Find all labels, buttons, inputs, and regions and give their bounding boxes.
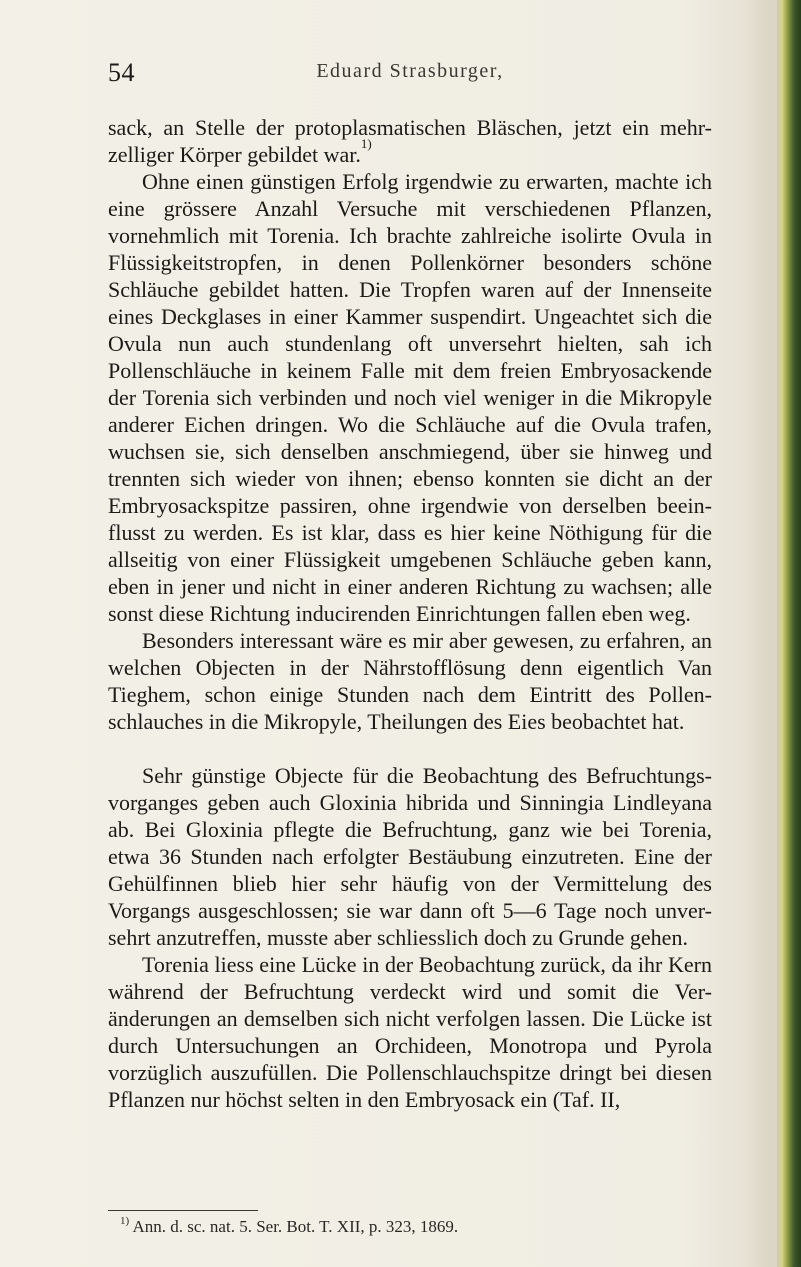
- footnote-reference: 1): [360, 136, 372, 151]
- paragraph: [108, 114, 712, 168]
- footnote-marker: 1): [120, 1215, 130, 1227]
- book-binding-edge: [777, 0, 801, 1267]
- running-head: Eduard Strasburger,: [316, 60, 504, 82]
- paragraph: Ohne einen günstigen Erfolg irgendwie zu erwarten, machte ich eine grössere Anzahl Versuche mit verschiedenen Pflanzen, vornehmlich mit Torenia. Ich brachte zahlreiche isolirte Ovula in Flüssigkeitstropfen, in denen Pollenkörner besonders schöne Schläuche gebildet hatten. Die Tropfen waren auf der Innenseite eines Deckglases in einer Kammer suspendirt. Ungeachtet sich die Ovula nun auch stundenlang oft unversehrt hielten, sah ich Pollenschläuche in keinem Falle mit dem freien Embryosackende der Torenia sich verbinden und noch viel weniger in die Mikropyle anderer Eichen dringen. Wo die Schläuche auf die Ovula trafen, wuchsen sie, sich denselben anschmiegend, über sie hinweg und trennten sich wieder von ihnen; ebenso konnten sie dicht an der Embryosackspitze passiren, ohne irgendwie von derselben beein-flusst zu werden. Es ist klar, dass es hier keine Nöthigung für die allseitig von einer Flüssigkeit umgebenen Schläuche geben kann, eben in jener und nicht in einer anderen Richtung zu wachsen; alle sonst diese Richtung inducirenden Einrichtungen fallen eben weg.: [108, 169, 712, 626]
- footnote-divider: [108, 1210, 258, 1211]
- paragraph: Besonders interessant wäre es mir aber gewesen, zu erfahren, an welchen Objecten in der Nährstofflösung denn eigentlich Van Tieghem, schon einige Stunden nach dem Eintritt des Pollen-schlauches in die Mikropyle, Theilungen des Eies beobachtet hat.: [108, 628, 712, 734]
- footnote-ref-marker: 1: [360, 136, 368, 151]
- page-header: [108, 58, 712, 92]
- paragraph: Sehr günstige Objecte für die Beobachtung des Befruchtungs-vorganges geben auch Gloxinia hibrida und Sinningia Lindleyana ab. Bei Gloxinia pflegte die Befruchtung, ganz wie bei Torenia, etwa 36 Stunden nach erfolgter Bestäubung einzutreten. Eine der Gehülfinnen blieb hier sehr häufig von der Vermittelung des Vorgangs ausgeschlossen; sie war dann oft 5—6 Tage noch unver-sehrt anzutreffen, musste aber schliesslich doch zu Grunde gehen.: [108, 763, 712, 950]
- footnote-text: Ann. d. sc. nat. 5. Ser. Bot. T. XII, p. 323, 1869.: [132, 1217, 459, 1236]
- paragraph-gap: [108, 735, 712, 762]
- page-number: 54: [108, 58, 135, 87]
- footnote-marker-text: 1: [120, 1215, 126, 1227]
- paragraph-text: sack, an Stelle der protoplasmatischen Bläschen, jetzt ein mehr-zelliger Körper gebildet war.: [108, 115, 712, 167]
- footnote: [120, 1217, 458, 1237]
- paragraph: Torenia liess eine Lücke in der Beobachtung zurück, da ihr Kern während der Befruchtung verdeckt wird und somit die Ver-änderungen an demselben sich nicht verfolgen lassen. Die Lücke ist durch Untersuchungen an Orchideen, Monotropa und Pyrola vorzüglich auszufüllen. Die Pollenschlauchspitze dringt bei diesen Pflanzen nur höchst selten in den Embryosack ein (Taf. II,: [108, 952, 712, 1112]
- body-text: [108, 114, 712, 1113]
